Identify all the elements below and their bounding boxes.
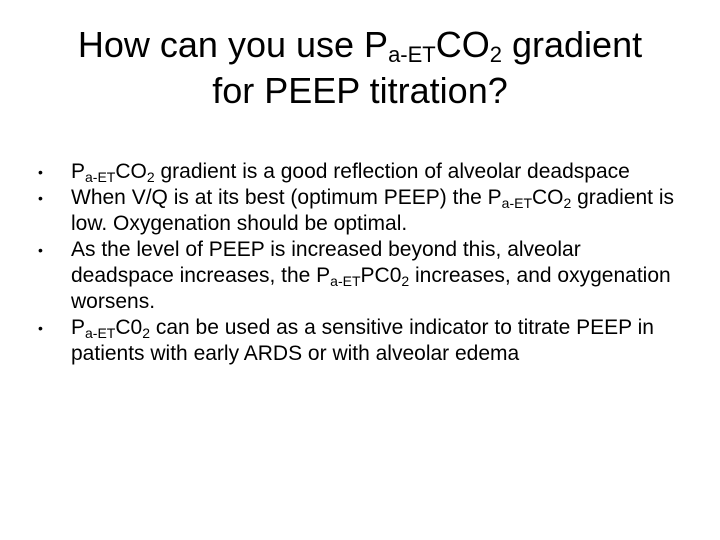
bullet-item-4 [0, 315, 720, 367]
bullet-text: CO [115, 160, 147, 183]
bullet-text: P [71, 160, 86, 183]
title-subscript-1: a-ET [388, 42, 436, 67]
bullet-marker: • [38, 164, 43, 180]
bullet-subscript: 2 [146, 169, 155, 185]
slide-title [36, 22, 684, 114]
bullet-text: As the level of PEEP is increased beyond this, alveolar deadspace increases, the P [71, 238, 581, 287]
title-line-1 [78, 24, 642, 65]
title-text-2: CO [435, 24, 490, 65]
bullet-text: gradient is a good reflection of alveolar deadspace [154, 160, 630, 183]
bullet-text: When V/Q is at its best (optimum PEEP) the P [71, 186, 502, 209]
bullet-item-3 [0, 237, 720, 315]
bullet-subscript: a-ET [330, 273, 361, 289]
bullet-item-1 [0, 159, 720, 185]
bullet-text: CO [532, 186, 564, 209]
bullet-list [0, 159, 720, 367]
title-subscript-2: 2 [489, 42, 502, 67]
bullet-subscript: 2 [142, 325, 151, 341]
bullet-text: PC0 [360, 264, 402, 287]
title-text-3: gradient [502, 24, 643, 65]
title-text-1: How can you use P [77, 24, 389, 65]
bullet-text: can be used as a sensitive indicator to titrate PEEP in patients with early ARDS or with alveolar edema [71, 316, 654, 365]
bullet-subscript: a-ET [85, 169, 116, 185]
bullet-text: increases, and oxygenation worsens. [71, 264, 671, 313]
bullet-marker: • [38, 320, 43, 336]
bullet-subscript: a-ET [85, 325, 116, 341]
bullet-marker: • [38, 242, 43, 258]
bullet-marker: • [38, 190, 43, 206]
bullet-text: gradient is low. Oxygenation should be optimal. [71, 186, 675, 235]
bullet-subscript: 2 [563, 195, 572, 211]
title-line-2: for PEEP titration? [212, 70, 508, 111]
bullet-item-2 [0, 185, 720, 237]
bullet-subscript: a-ET [501, 195, 532, 211]
bullet-text: C0 [115, 316, 143, 339]
bullet-text: P [71, 316, 86, 339]
bullet-subscript: 2 [401, 273, 410, 289]
